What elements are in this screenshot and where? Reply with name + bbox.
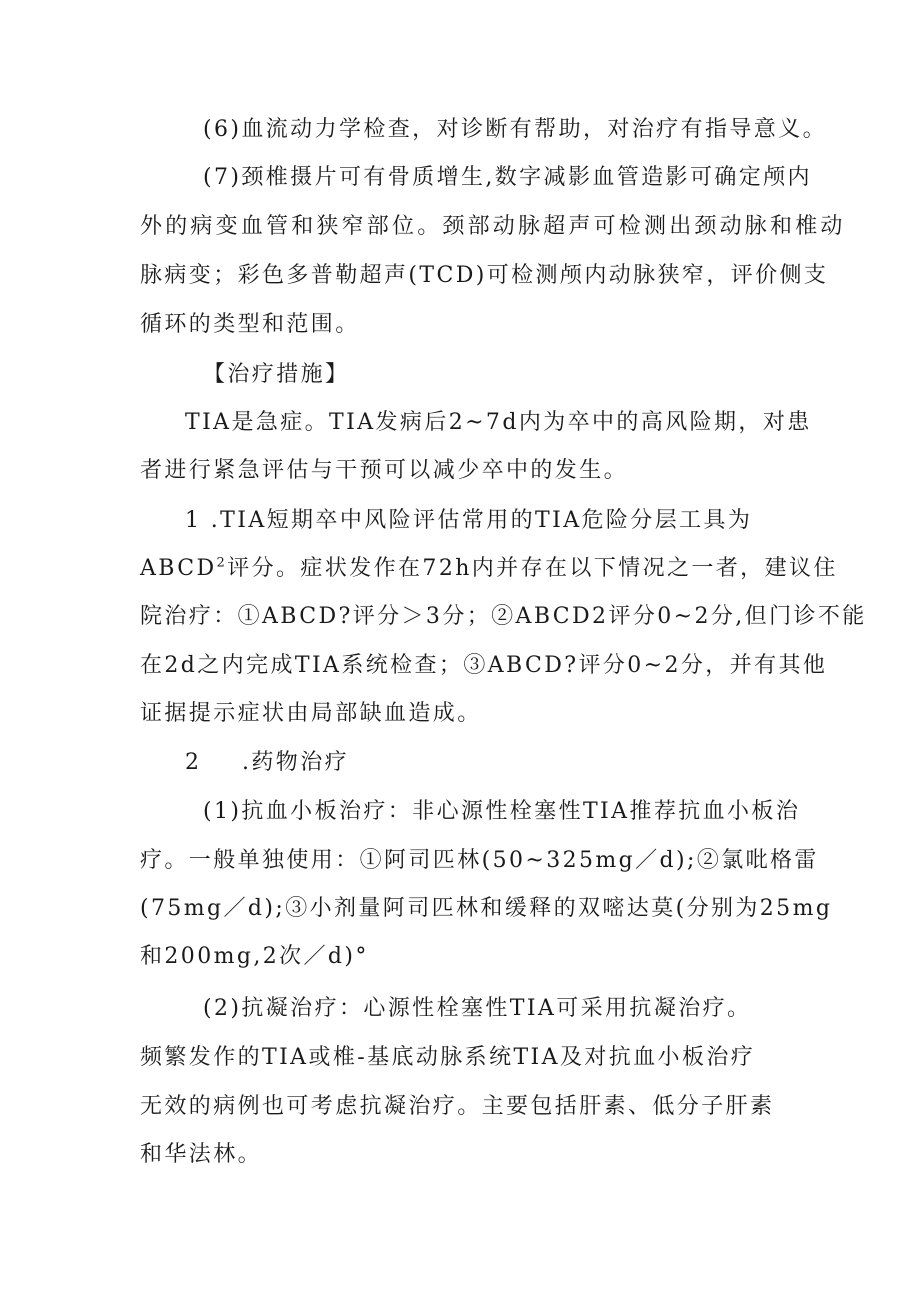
- item-1-superscript: 2: [216, 555, 228, 571]
- sub-1-line-3: (75mg／d);③小剂量阿司匹林和缓释的双嘧达莫(分别为25mg: [140, 896, 833, 921]
- sub-1-line-1: (1)抗血小板治疗：非心源性栓塞性TIA推荐抗血小板治: [203, 799, 801, 824]
- sub-1-line-4: 和200mg,2次／d)°: [140, 944, 369, 969]
- sub-2-line-3: 无效的病例也可考虑抗凝治疗。主要包括肝素、低分子肝素: [140, 1094, 775, 1119]
- item-1-line-4: 在2d之内完成TIA系统检查；③ABCD?评分0~2分，并有其他: [140, 653, 828, 678]
- section-heading: 【治疗措施】: [203, 362, 350, 387]
- sub-2-line-2: 频繁发作的TIA或椎-基底动脉系统TIA及对抗血小板治疗: [140, 1045, 756, 1070]
- paragraph-7-line-4: 循环的类型和范围。: [140, 312, 360, 337]
- item-1-line-1: 1 .TIA短期卒中风险评估常用的TIA危险分层工具为: [185, 508, 753, 533]
- item-2-title: .药物治疗: [242, 750, 349, 775]
- paragraph-7-line-1: (7)颈椎摄片可有骨质增生,数字减影血管造影可确定颅内: [203, 165, 812, 190]
- intro-line-1: TIA是急症。TIA发病后2~7d内为卒中的高风险期，对患: [185, 410, 812, 435]
- sub-2-line-1: (2)抗凝治疗：心源性栓塞性TIA可采用抗凝治疗。: [203, 996, 752, 1021]
- intro-line-2: 者进行紧急评估与干预可以减少卒中的发生。: [140, 458, 629, 483]
- sub-2-line-4: 和华法林。: [140, 1142, 263, 1167]
- paragraph-7-line-2: 外的病变血管和狭窄部位。颈部动脉超声可检测出颈动脉和椎动: [140, 214, 846, 239]
- item-1-line-3: 院治疗：①ABCD?评分＞3分；②ABCD2评分0~2分,但门诊不能: [140, 604, 867, 629]
- item-1-line-2-rest: 评分。症状发作在72h内并存在以下情况之一者，建议住: [227, 556, 838, 581]
- sub-1-line-2: 疗。一般单独使用：①阿司匹林(50~325mg／d);②氯吡格雷: [140, 848, 819, 873]
- item-1-line-2: [140, 554, 838, 584]
- item-1-abcd-text: ABCD: [140, 556, 217, 581]
- item-1-line-5: 证据提示症状由局部缺血造成。: [140, 701, 482, 726]
- item-2-number: 2: [185, 750, 202, 775]
- paragraph-6-line-1: (6)血流动力学检查，对诊断有帮助，对治疗有指导意义。: [203, 117, 827, 142]
- paragraph-7-line-3: 脉病变；彩色多普勒超声(TCD)可检测颅内动脉狭窄，评价侧支: [140, 263, 829, 288]
